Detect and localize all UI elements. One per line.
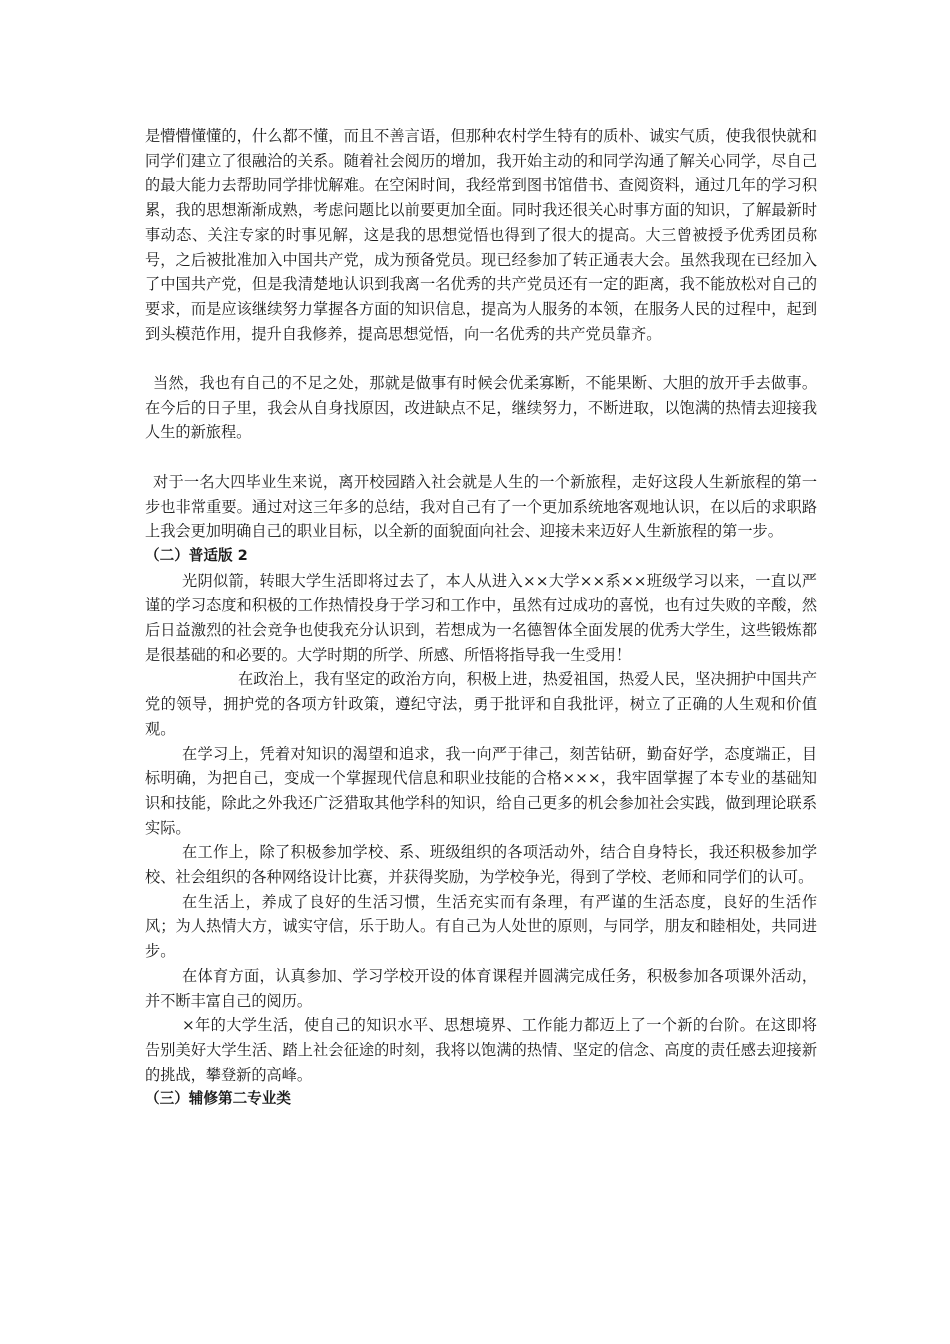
paragraph-graduation: 对于一名大四毕业生来说，离开校园踏入社会就是人生的一个新旅程，走好这段人生新旅程的第一步也非常重要。通过对这三年多的总结，我对自己有了一个更加系统地客观地认识，在以后的求职路上我会更加明确自己的职业目标，以全新的面貌面向社会、迎接未来迈好人生新旅程的第一步。 bbox=[145, 472, 817, 541]
paragraph-shortcomings: 当然，我也有自己的不足之处，那就是做事有时候会优柔寡断，不能果断、大胆的放开手去做事。在今后的日子里，我会从自身找原因，改进缺点不足，继续努力，不断进取，以饱满的热情去迎接我人生的新旅程。 bbox=[145, 374, 817, 442]
paragraph-life: 在生活上，养成了良好的生活习惯，生活充实而有条理，有严谨的生活态度，良好的生活作风；为人热情大方，诚实守信，乐于助人。有自己为人处世的原则，与同学，朋友和睦相处，共同进步。 bbox=[145, 892, 817, 961]
paragraph-sports: 在体育方面，认真参加、学习学校开设的体育课程并圆满完成任务，积极参加各项课外活动，并不断丰富自己的阅历。 bbox=[145, 966, 817, 1010]
document-body bbox=[145, 124, 817, 1112]
paragraph-gap bbox=[145, 346, 817, 371]
paragraph-gap bbox=[145, 445, 817, 470]
paragraph-study: 在学习上，凭着对知识的渴望和追求，我一向严于律己，刻苦钻研，勤奋好学，态度端正，目标明确，为把自己，变成一个掌握现代信息和职业技能的合格×××，我牢固掌握了本专业的基础知识和技能，除此之外我还广泛猎取其他学科的知识，给自己更多的机会参加社会实践，做到理论联系实际。 bbox=[145, 744, 817, 837]
paragraph-conclusion: ×年的大学生活，使自己的知识水平、思想境界、工作能力都迈上了一个新的台阶。在这即将告别美好大学生活、踏上社会征途的时刻，我将以饱满的热情、坚定的信念、高度的责任感去迎接新的挑战，攀登新的高峰。 bbox=[145, 1016, 817, 1084]
paragraph-politics: 在政治上，我有坚定的政治方向，积极上进，热爱祖国，热爱人民，坚决拥护中国共产党的领导，拥护党的各项方针政策，遵纪守法，勇于批评和自我批评，树立了正确的人生观和价值观。 bbox=[145, 670, 817, 738]
paragraph-intro: 光阴似箭，转眼大学生活即将过去了，本人从进入××大学××系××班级学习以来，一直以严谨的学习态度和积极的工作热情投身于学习和工作中，虽然有过成功的喜悦，也有过失败的辛酸，然后日益激烈的社会竞争也使我充分认识到，若想成为一名德智体全面发展的优秀大学生，这些锻炼都是很基础的和必要的。大学时期的所学、所感、所悟将指导我一生受用！ bbox=[145, 571, 817, 664]
section-heading-minor: （三）辅修第二专业类 bbox=[145, 1090, 291, 1108]
paragraph-party-membership: 是懵懵懂懂的，什么都不懂，而且不善言语，但那种农村学生特有的质朴、诚实气质，使我很快就和同学们建立了很融洽的关系。随着社会阅历的增加，我开始主动的和同学沟通了解关心同学，尽自己的最大能力去帮助同学排忧解难。在空闲时间，我经常到图书馆借书、查阅资料，通过几年的学习积累，我的思想渐渐成熟，考虑问题比以前要更加全面。同时我还很关心时事方面的知识，了解最新时事动态、关注专家的时事见解，这是我的思想觉悟也得到了很大的提高。大三曾被授予优秀团员称号，之后被批准加入中国共产党，成为预备党员。现已经参加了转正通表大会。虽然我现在已经加入了中国共产党，但是我清楚地认识到我离一名优秀的共产党员还有一定的距离，我不能放松对自己的要求，而是应该继续努力掌握各方面的知识信息，提高为人服务的本领，在服务人民的过程中，起到到头模范作用，提升自我修养，提高思想觉悟，向一名优秀的共产党员靠齐。 bbox=[145, 127, 817, 343]
paragraph-work: 在工作上，除了积极参加学校、系、班级组织的各项活动外，结合自身特长，我还积极参加学校、社会组织的各种网络设计比赛，并获得奖励，为学校争光，得到了学校、老师和同学们的认可。 bbox=[145, 843, 817, 887]
section-heading-general-2: （二）普适版 2 bbox=[145, 546, 248, 564]
